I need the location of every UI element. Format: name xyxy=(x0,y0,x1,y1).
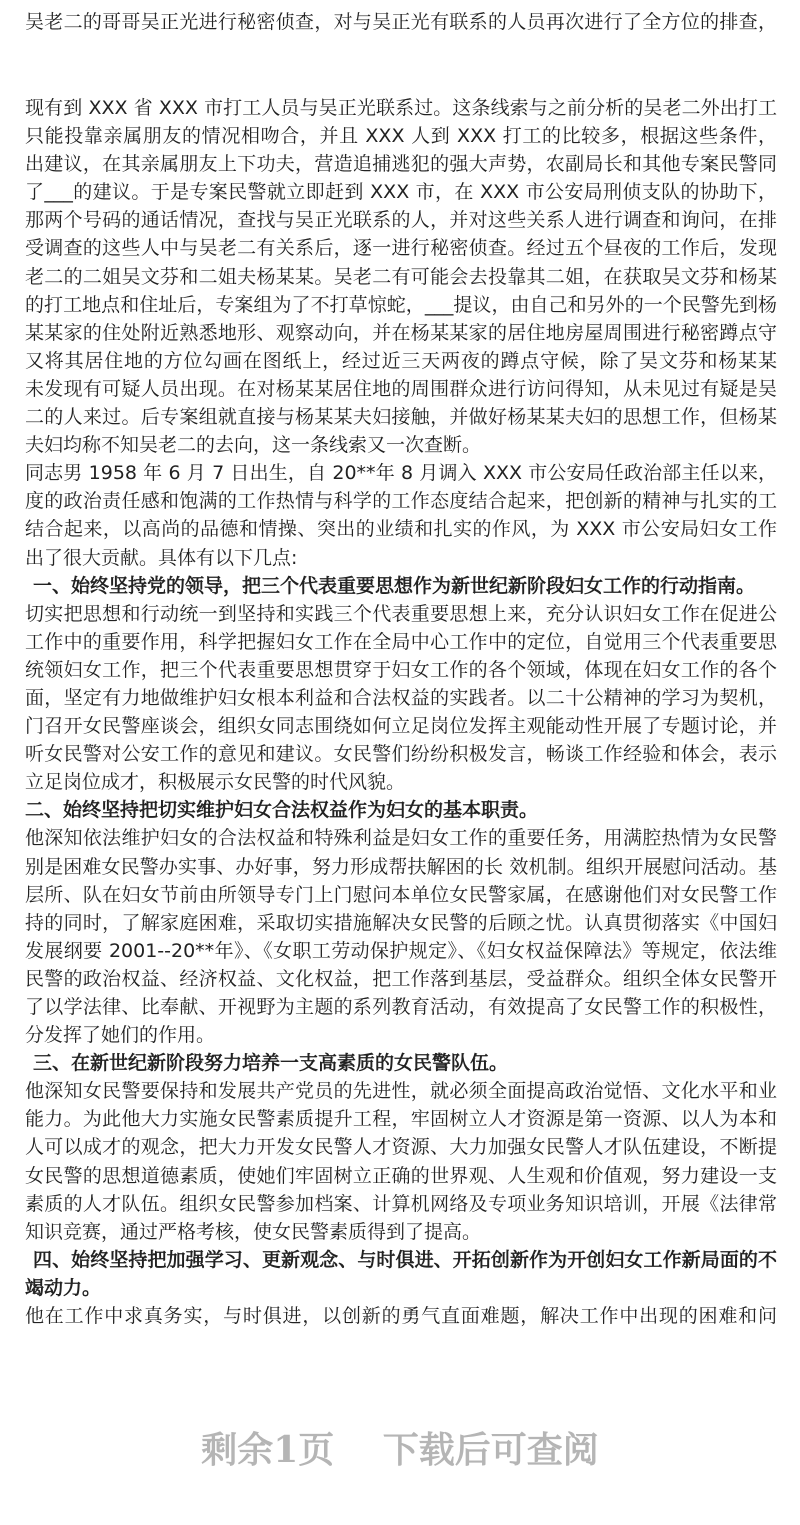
text-line: 门召开女民警座谈会，组织女同志围绕如何立足岗位发挥主观能动性开展了专题讨论，并 xyxy=(25,715,777,738)
text-line: 某某家的住处附近熟悉地形、观察动向，并在杨某某家的居住地房屋周围进行秘密蹲点守 xyxy=(25,321,777,344)
text-line: 了___的建议。于是专案民警就立即赶到 XXX 市，在 XXX 市公安局刑侦支队的协助下， xyxy=(25,181,777,204)
text-line: 出了很大贡献。具体有以下几点: xyxy=(25,546,298,569)
section-heading: 二、始终坚持把切实维护妇女合法权益作为妇女的基本职责。 xyxy=(25,799,539,822)
text-line: 结合起来，以高尚的品德和情操、突出的业绩和扎实的作风，为 XXX 市公安局妇女工作 xyxy=(25,518,777,541)
text-line: 女民警的思想道德素质，使她们牢固树立正确的世界观、人生观和价值观，努力建设一支 xyxy=(25,1164,777,1187)
text-line: 出建议，在其亲属朋友上下功夫，营造追捕逃犯的强大声势，农副局长和其他专案民警同 xyxy=(25,153,777,176)
text-line: 工作中的重要作用，科学把握妇女工作在全局中心工作中的定位，自觉用三个代表重要思 xyxy=(25,630,777,653)
section-heading: 三、在新世纪新阶段努力培养一支高素质的女民警队伍。 xyxy=(33,1052,509,1075)
section-heading: 一、始终坚持党的领导，把三个代表重要思想作为新世纪新阶段妇女工作的行动指南。 xyxy=(33,574,756,597)
text-line: 持的同时，了解家庭困难，采取切实措施解决女民警的后顾之忧。认真贯彻落实《中国妇 xyxy=(25,911,777,934)
text-line: 立足岗位成才，积极展示女民警的时代风貌。 xyxy=(25,771,406,794)
text-line: 现有到 XXX 省 XXX 市打工人员与吴正光联系过。这条线索与之前分析的吴老二外出打工 xyxy=(25,97,777,119)
text-line: 他深知依法维护妇女的合法权益和特殊利益是妇女工作的重要任务，用满腔热情为女民警 xyxy=(25,827,777,850)
text-line: 未发现有可疑人员出现。在对杨某某居住地的周围群众进行访问得知，从未见过有疑是吴 xyxy=(25,377,777,400)
download-to-read-text: 下载后可查阅 xyxy=(382,1429,599,1471)
text-line: 面，坚定有力地做维护妇女根本利益和合法权益的实践者。以二十公精神的学习为契机， xyxy=(25,686,777,709)
text-line: 民警的政治权益、经济权益、文化权益，把工作落到基层，受益群众。组织全体女民警开 xyxy=(25,967,777,990)
preview-limit-banner xyxy=(0,1422,800,1473)
text-line: 二的人来过。后专案组就直接与杨某某夫妇接触，并做好杨某某夫妇的思想工作，但杨某 xyxy=(25,406,777,429)
remaining-pages-text: 剩余1页 xyxy=(201,1429,335,1471)
text-line: 老二的二姐吴文芬和二姐夫杨某某。吴老二有可能会去投靠其二姐，在获取吴文芬和杨某 xyxy=(25,265,777,288)
text-line: 他深知女民警要保持和发展共产党员的先进性，就必须全面提高政治觉悟、文化水平和业 xyxy=(25,1080,777,1103)
text-line: 夫妇均称不知吴老二的去向，这一条线索又一次查断。 xyxy=(25,434,482,457)
document-body xyxy=(25,94,777,1330)
text-line: 能力。为此他大力实施女民警素质提升工程，牢固树立人才资源是第一资源、以人为本和 xyxy=(25,1108,777,1131)
text-line: 分发挥了她们的作用。 xyxy=(25,1024,216,1047)
text-line: 发展纲要 2001--20**年》、《女职工劳动保护规定》、《妇女权益保障法》等规定，依法维 xyxy=(25,939,777,962)
text-line: 知识竞赛，通过严格考核，使女民警素质得到了提高。 xyxy=(25,1220,482,1243)
text-line: 度的政治责任感和饱满的工作热情与科学的工作态度结合起来，把创新的精神与扎实的工 xyxy=(25,490,777,513)
text-line: 了以学法律、比奉献、开视野为主题的系列教育活动，有效提高了女民警工作的积极性， xyxy=(25,996,777,1018)
text-line: 听女民警对公安工作的意见和建议。女民警们纷纷积极发言，畅谈工作经验和体会，表示 xyxy=(25,743,777,766)
text-line: 统领妇女工作，把三个代表重要思想贯穿于妇女工作的各个领域，体现在妇女工作的各个 xyxy=(25,658,777,681)
text-line: 人可以成才的观念，把大力开发女民警人才资源、大力加强女民警人才队伍建设，不断提 xyxy=(25,1136,777,1159)
text-line: 只能投靠亲属朋友的情况相吻合，并且 XXX 人到 XXX 打工的比较多，根据这些条件， xyxy=(25,125,777,148)
text-line: 层所、队在妇女节前由所领导专门上门慰问本单位女民警家属，在感谢他们对女民警工作 xyxy=(25,883,777,906)
text-line: 那两个号码的通话情况，查找与吴正光联系的人，并对这些关系人进行调查和询问，在排 xyxy=(25,209,777,232)
section-heading: 竭动力。 xyxy=(25,1276,102,1299)
text-line: 素质的人才队伍。组织女民警参加档案、计算机网络及专项业务知识培训，开展《法律常 xyxy=(25,1192,777,1215)
text-line: 受调查的这些人中与吴老二有关系后，逐一进行秘密侦查。经过五个昼夜的工作后，发现 xyxy=(25,237,777,260)
section-heading: 四、始终坚持把加强学习、更新观念、与时俱进、开拓创新作为开创妇女工作新局面的不 xyxy=(33,1248,777,1271)
text-line: 的打工地点和住址后，专案组为了不打草惊蛇，___提议，由自己和另外的一个民警先到杨 xyxy=(25,293,777,316)
text-line: 切实把思想和行动统一到坚持和实践三个代表重要思想上来，充分认识妇女工作在促进公 xyxy=(25,602,777,625)
text-line: 别是困难女民警办实事、办好事，努力形成帮扶解困的长 效机制。组织开展慰问活动。基 xyxy=(25,855,777,878)
document-top-fragment xyxy=(25,8,777,36)
text-line: 又将其居住地的方位勾画在图纸上，经过近三天两夜的蹲点守候，除了吴文芬和杨某某 xyxy=(25,349,777,372)
text-line: 吴老二的哥哥吴正光进行秘密侦查，对与吴正光有联系的人员再次进行了全方位的排查， xyxy=(25,11,777,33)
text-line: 他在工作中求真务实，与时俱进，以创新的勇气直面难题，解决工作中出现的困难和问 xyxy=(25,1305,777,1328)
text-line: 同志男 1958 年 6 月 7 日出生，自 20**年 8 月调入 XXX 市公安局任政治部主任以来， xyxy=(25,462,777,485)
